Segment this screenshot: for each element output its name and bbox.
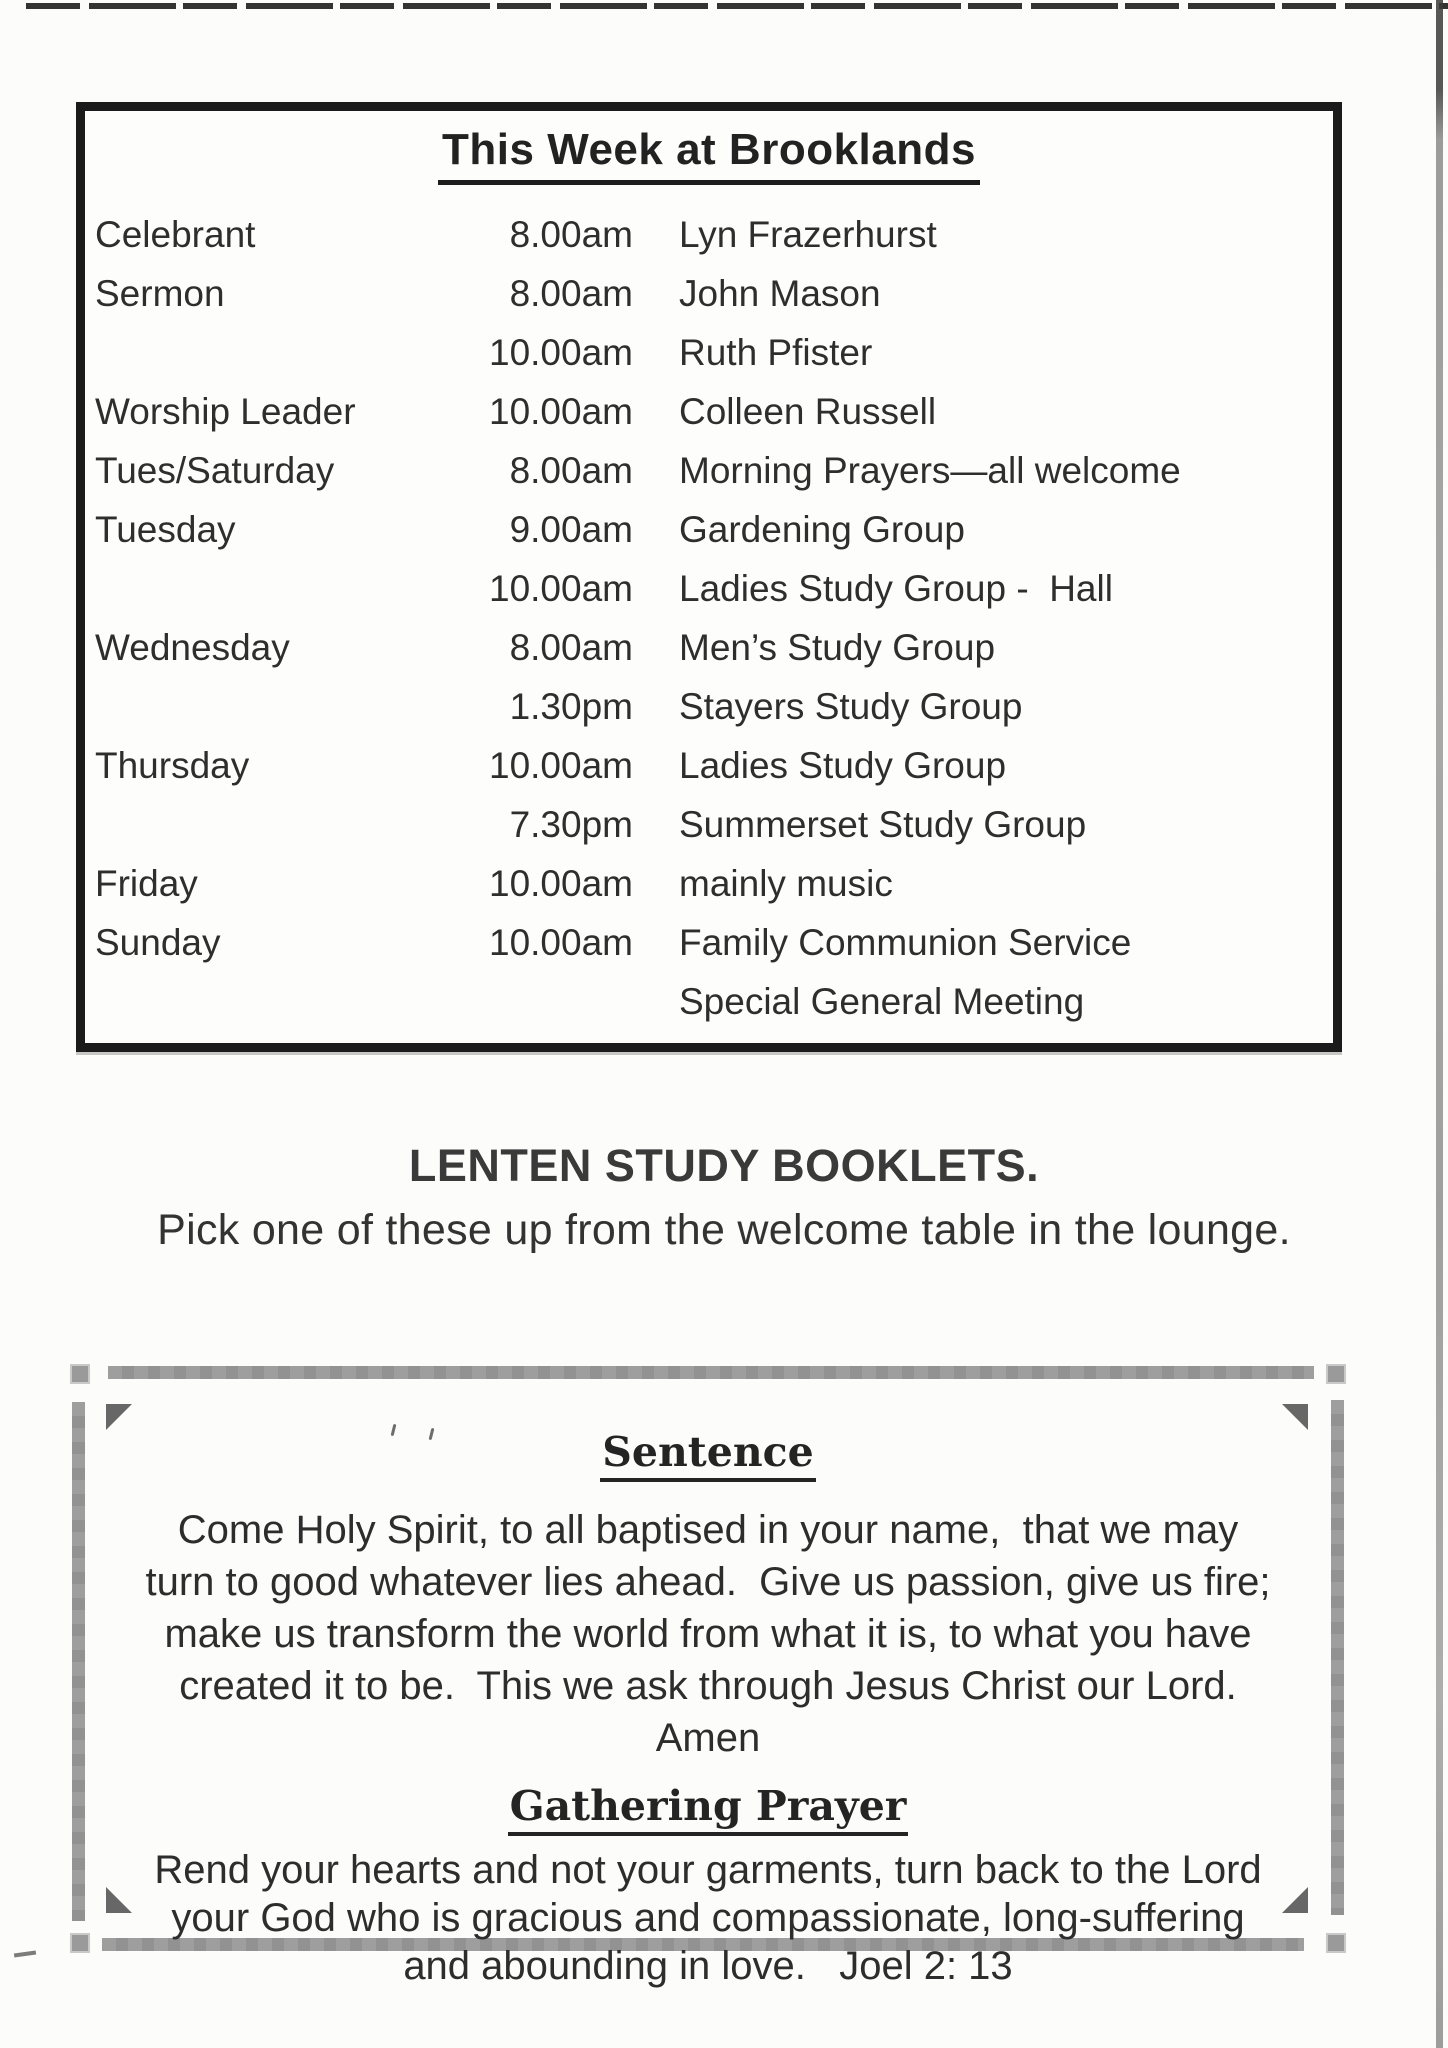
schedule-row: [85, 677, 1333, 736]
lenten-booklets-text: Pick one of these up from the welcome table in the lounge.: [157, 1206, 1291, 1254]
schedule-row-time: 8.00am: [509, 272, 633, 314]
schedule-row-label: Celebrant: [95, 213, 256, 255]
schedule-row-desc: mainly music: [679, 862, 893, 904]
schedule-row-desc: John Mason: [679, 272, 881, 314]
sentence-line: Come Holy Spirit, to all baptised in your name, that we may: [177, 1508, 1239, 1552]
schedule-row-label: Tuesday: [95, 508, 236, 550]
gathering-line: your God who is gracious and compassionate, long-suffering: [171, 1896, 1245, 1940]
schedule-row: [85, 854, 1333, 913]
schedule-row: [85, 205, 1333, 264]
border-corner-square: [1326, 1364, 1346, 1384]
schedule-row: [85, 500, 1333, 559]
schedule-row: [85, 795, 1333, 854]
schedule-row-time: 10.00am: [489, 390, 633, 432]
schedule-row: [85, 382, 1333, 441]
schedule-row-desc: Colleen Russell: [679, 390, 937, 432]
schedule-row-time: 1.30pm: [509, 685, 633, 727]
prayer-box: [72, 1366, 1344, 1988]
gathering-line: and abounding in love. Joel 2: 13: [403, 1944, 1013, 1988]
schedule-row: [85, 559, 1333, 618]
schedule-row-time: 7.30pm: [509, 803, 633, 845]
schedule-row-time: 8.00am: [509, 213, 633, 255]
border-corner-square: [70, 1364, 90, 1384]
schedule-row-desc: Special General Meeting: [679, 980, 1085, 1022]
this-week-schedule-box: [76, 102, 1342, 1052]
sentence-line: make us transform the world from what it is, to what you have: [164, 1612, 1252, 1656]
scan-speck: [14, 1950, 36, 1957]
prayer-box-border-left: [72, 1402, 85, 1921]
gathering-prayer-heading-wrap: [102, 1782, 1314, 1836]
schedule-row-label: Tues/Saturday: [95, 449, 335, 491]
schedule-row-time: 8.00am: [509, 449, 633, 491]
schedule-row-label: Thursday: [95, 744, 250, 786]
schedule-row: [85, 323, 1333, 382]
sentence-paragraph: [102, 1504, 1314, 1764]
schedule-row-label: Worship Leader: [95, 390, 356, 432]
schedule-row-desc: Summerset Study Group: [679, 803, 1087, 845]
scan-edge-vertical-line: [1436, 0, 1443, 2048]
schedule-row-desc: Men’s Study Group: [679, 626, 996, 668]
prayer-box-border-right: [1331, 1400, 1344, 1915]
sentence-line: turn to good whatever lies ahead. Give us passion, give us fire;: [145, 1560, 1271, 1604]
prayer-box-content: [102, 1366, 1314, 1990]
border-corner-square: [1326, 1933, 1346, 1953]
sentence-heading-wrap: [102, 1428, 1314, 1482]
schedule-row-time: 10.00am: [489, 744, 633, 786]
schedule-row-desc: Family Communion Service: [679, 921, 1132, 963]
schedule-row-label: Sermon: [95, 272, 225, 314]
border-corner-square: [70, 1933, 90, 1953]
schedule-row: [85, 441, 1333, 500]
schedule-row-label: Sunday: [95, 921, 221, 963]
schedule-row-desc: Stayers Study Group: [679, 685, 1023, 727]
gathering-prayer-heading: Gathering Prayer: [508, 1782, 909, 1836]
schedule-row-desc: Morning Prayers—all welcome: [679, 449, 1181, 491]
schedule-row-time: 9.00am: [509, 508, 633, 550]
schedule-row-desc: Gardening Group: [679, 508, 965, 550]
scan-edge-dashed-line: [26, 3, 1448, 9]
schedule-row-time: 10.00am: [489, 921, 633, 963]
schedule-row-desc: Ladies Study Group - Hall: [679, 567, 1113, 609]
schedule-row: [85, 736, 1333, 795]
schedule-row-time: 10.00am: [489, 567, 633, 609]
schedule-row-time: 10.00am: [489, 331, 633, 373]
schedule-title: This Week at Brooklands: [438, 125, 980, 185]
schedule-row-desc: Lyn Frazerhurst: [679, 213, 937, 255]
schedule-row: [85, 618, 1333, 677]
gathering-line: Rend your hearts and not your garments, turn back to the Lord: [154, 1848, 1262, 1892]
schedule-row-label: Wednesday: [95, 626, 290, 668]
schedule-row: [85, 972, 1333, 1031]
schedule-row-time: 10.00am: [489, 862, 633, 904]
schedule-row-time: 8.00am: [509, 626, 633, 668]
schedule-row: [85, 264, 1333, 323]
schedule-row: [85, 913, 1333, 972]
schedule-row-desc: Ladies Study Group: [679, 744, 1007, 786]
sentence-line: created it to be. This we ask through Jesus Christ our Lord.: [179, 1664, 1237, 1708]
sentence-heading: Sentence: [600, 1428, 815, 1482]
gathering-prayer-paragraph: [102, 1846, 1314, 1990]
schedule-row-label: Friday: [95, 862, 198, 904]
lenten-booklets-heading: LENTEN STUDY BOOKLETS.: [408, 1140, 1040, 1191]
schedule-row-desc: Ruth Pfister: [679, 331, 873, 373]
schedule-rows: [85, 205, 1333, 1031]
sentence-amen: Amen: [655, 1716, 761, 1760]
schedule-title-wrap: [85, 125, 1333, 185]
